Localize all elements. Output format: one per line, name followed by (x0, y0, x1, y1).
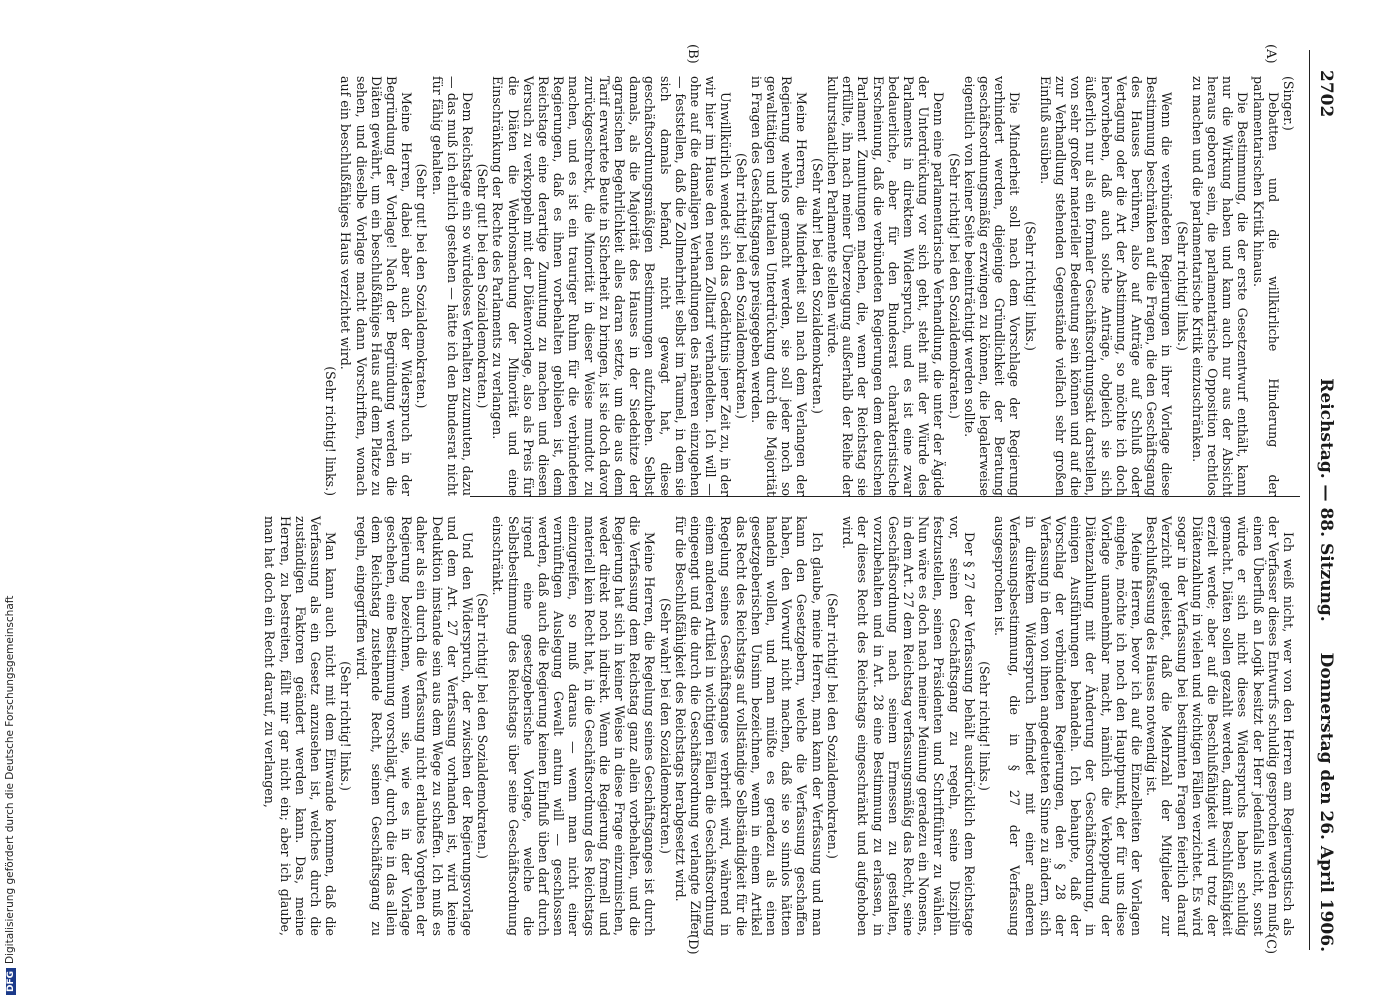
footer-text: Digitalisierung gefördert durch die Deutsche Forschungsgemeinschaft (4, 595, 16, 964)
page-number: 2702 (1316, 70, 1336, 118)
header-title: Reichstag. — 88. Sitzung. (1316, 378, 1336, 622)
paragraph: Dem Reichstage ein so würdeloses Verhalten zuzumuten, dazu — das muß ich ehrlich gestehen — hätte ich den Bundesrat nicht für fähig gehalten. (429, 76, 476, 496)
margin-mark-b: (B) (685, 44, 700, 64)
interjection: (Sehr richtig! bei den Sozialdemokraten.) (824, 593, 840, 859)
paragraph: Ich glaube, meine Herren, man kann der Verfassung und man kann den Gesetzgebern, welche die Verfassung geschaffen haben, den Vorwurf nicht machen, daß sie so sinnlos hätten handeln wollen, und man müßte es geradezu als einen gesetzgeberischen Unsinn bezeichnen, wenn in einem Artikel das Recht des Reichstags auf vollständige Selbständigkeit für die Regelung seines Geschäftsganges verbrieft wird, während in einem anderen Artikel in wichtigen Fällen die Geschäftsordnung eingeengt und die durch die Geschäftsordnung verlangte Ziffer für die Beschlußfähigkeit des Reichstags herabgesetzt wird. (672, 516, 825, 936)
header-date: Donnerstag den 26. April 1906. (1316, 652, 1336, 952)
paragraph: Wenn die verbündeten Regierungen in ihrer Vorlage diese Bestimmung beschränken auf die Fragen, die den Geschäftsgang des Hauses berühren, also auf Anträge auf Schluß oder Vertagung oder die Art der Abstimmung, so möchte ich doch hervorheben, daß auch solche Anträge, obgleich sie sich äußerlich nur als ein formaler Geschäftsordnungsakt darstellen, von sehr großer materieller Bedeutung sein können und auf die zur Verhandlung stehenden Gegenstände vielfach sehr großen Einfluß ausüben. (1037, 76, 1175, 496)
interjection: (Sehr richtig! links.) (338, 661, 354, 791)
interjection: (Sehr richtig! bei den Sozialdemokraten.) (946, 153, 962, 419)
interjection: (Sehr richtig! bei den Sozialdemokraten.) (475, 593, 491, 859)
interjection: (Sehr gut! bei den Sozialdemokraten.) (475, 163, 491, 409)
digitization-footer (2, 595, 22, 1000)
header-rule (1309, 50, 1310, 950)
interjection: (Sehr wahr! bei den Sozialdemokraten.) (809, 158, 825, 414)
paragraph: (Singer.) (1281, 76, 1296, 131)
paragraph: Die Minderheit soll nach dem Vorschlage der Regierung verhindert werden, diejenige Gründlichkeit der Beratung geschäftsordnungsmäßig erzwingen zu können, die legalerweise eigentlich von keiner Seite beeinträchtigt werden sollte. (961, 76, 1023, 496)
paragraph: Man kann auch nicht mit dem Einwande kommen, daß die Verfassung als ein Gesetz anzusehen ist, welches durch die zuständigen Faktoren geändert werden kann. Das, meine Herren, zu bestreiten, fällt mir gar nicht ein; aber ich glaube, man hat doch ein Recht darauf, zu verlangen, (262, 516, 339, 936)
interjection: (Sehr richtig! bei den Sozialdemokraten.) (733, 153, 749, 419)
paragraph: Die Bestimmung, die der erste Gesetzentwurf enthält, kann nur die Wirkung haben und kann auch nur aus der Absicht heraus geboren sein, die parlamentarische Opposition rechtlos zu machen und die parlamentarische Kritik einzuschränken. (1189, 76, 1251, 496)
paragraph: Meine Herren, die Minderheit soll nach dem Verlangen der Regierung wehrlos gemacht werden, sie soll jeder noch so gewalttätigen und brutalen Unterdrückung durch die Majorität in Fragen des Geschäftsganges preisgegeben werden. (748, 76, 810, 496)
column-divider (470, 496, 1300, 497)
paragraph: Und den Widerspruch, der zwischen der Regierungsvorlage und dem Art. 27 der Verfassung vorhanden ist, wird keine Deduktion imstande sein aus dem Wege zu schaffen. Ich muß es daher als ein durch die Verfassung nicht erlaubtes Vorgehen der Regierung bezeichnen, wenn sie, wie es in der Vorlage geschehen, eine Bestimmung vorschlägt, durch die in das allein dem Reichstag zustehende Recht, seinen Geschäftsgang zu regeln, eingegriffen wird. (353, 516, 476, 936)
interjection: (Sehr richtig! links.) (1174, 221, 1190, 351)
margin-mark-d: (D) (685, 934, 700, 955)
interjection: (Sehr wahr! bei den Sozialdemokraten.) (657, 598, 673, 854)
margin-mark-c: (C) (1263, 934, 1278, 955)
paragraph: Der § 27 der Verfassung behält ausdrücklich dem Reichstage vor, seinen Geschäftsgang zu regeln, seine Disziplin festzustellen, seinen Präsidenten und Schriftführer zu wählen. Nun wäre es doch nach meiner Meinung geradezu ein Nonsens, in dem Art. 27 dem Reichstag verfassungsmäßig das Recht, seine Geschäftsordnung nach seinem Ermessen zu gestalten, vorzubehalten und in Art. 28 eine Bestimmung zu erlassen, in der dieses Recht des Reichstags eingeschränkt und aufgehoben wird. (840, 516, 977, 936)
margin-mark-a: (A) (1263, 44, 1278, 64)
left-column (323, 76, 1296, 496)
interjection: (Sehr richtig! links.) (323, 366, 339, 496)
paragraph: Denn eine parlamentarische Verhandlung, die unter der Ägide der Unterdrückung vor sich geht, steht mit der Würde des Parlaments in direktem Widerspruch, und es ist eine zwar bedauerliche, aber für den Bundesrat charakteristische Erscheinung, daß die verbündeten Regierungen dem deutschen Parlament Zumutungen machen, die, wenn der Reichstag sie erfüllte, ihn nach meiner Überzeugung außerhalb der Reihe der kulturstaatlichen Parlamente stellen würde. (824, 76, 947, 496)
right-column (262, 516, 1296, 936)
footer-line (4, 595, 22, 995)
interjection: (Sehr richtig! links.) (976, 661, 992, 791)
paragraph: Meine Herren, dabei aber auch der Widerspruch in der Begründung der Vorlage! Nach der Begründung werden die Diäten gewährt, um ein beschlußfähiges Haus auf dem Platze zu sehen, und dieselbe Vorlage macht dann Vorschriften, wonach auf ein beschlußfähiges Haus verzichtet wird. (338, 76, 415, 496)
interjection: (Sehr richtig! links.) (1022, 221, 1038, 351)
page-header (1310, 40, 1340, 960)
paragraph: Debatten und die willkürliche Hinderung der parlamentarischen Kritik hinaus. (1250, 76, 1281, 496)
paragraph: Meine Herren, bevor ich auf die Einzelheiten der Vorlagen eingehe, möchte ich noch den Hauptpunkt, der für uns diese Vorlage unannehmbar macht, nämlich die Verkoppelung der Diätenzahlung mit der Änderung der Geschäftsordnung, in einigen Ausführungen behandeln. Ich behaupte, daß der Vorschlag der verbündeten Regierungen, den § 28 der Verfassung in dem von ihnen angedeuteten Sinne zu ändern, sich in direktem Widerspruch befindet mit einer anderen Verfassungsbestimmung, die in § 27 der Verfassung ausgesprochen ist. (992, 516, 1144, 936)
paragraph: Ich weiß nicht, wer von den Herren am Regierungstisch als der Verfasser dieses Entwurfs schuldig gesprochen werden muß: einen Überfluß an Logik besitzt der Herr jedenfalls nicht, sonst würde er sich nicht dieses Widerspruchs haben schuldig gemacht. Diäten sollen gezahlt werden, damit Beschlußfähigkeit erzielt werde; aber auf die Beschlußfähigkeit wird trotz der Diätenzahlung in vielen und wichtigen Fällen verzichtet. Es wird sogar in der Verfassung bei bestimmten Fragen feierlich darauf Verzicht geleistet, daß die Mehrzahl der Mitglieder zur Beschlußfassung des Hauses notwendig ist. (1144, 516, 1296, 936)
rotated-page-content (80, 40, 1340, 960)
paragraph: Meine Herren, die Regelung seines Geschäftsganges ist durch die Verfassung dem Reichstag ganz allein vorbehalten, und die Regierung hat sich in keiner Weise in diese Frage einzumischen, weder direkt noch indirekt. Wenn die Regierung formell und materiell kein Recht hat, in die Geschäftsordnung des Reichstags einzugreifen, so muß daraus — wenn man nicht einer vernünftigen Auslegung Gewalt antun will — geschlossen werden, daß auch die Regierung keinen Einfluß üben darf durch irgend eine gesetzgeberische Vorlage, welche die Selbstbestimmung des Reichstags über seine Geschäftsordnung einschränkt. (490, 516, 658, 936)
paragraph: Unwillkürlich wendet sich das Gedächtnis jener Zeit zu, in der wir hier im Hause den neuen Zolltarif verhandelten. Ich will — ohne auf die damaligen Verhandlungen des näheren einzugehen — feststellen, daß die Zollmehrheit selbst im Taumel, in dem sie sich damals befand, nicht gewagt hat, diese geschäftsordnungsmäßigen Bestimmungen aufzuheben. Selbst damals, als die Majorität des Hauses in der Siedehitze der agrarischen Begehrlichkeit alles daran setzte, um die aus dem Tarif erwartete Beute in Sicherheit zu bringen, ist sie doch davor zurückgeschreckt, die Minorität in dieser Weise mundtot zu machen, und es ist ein trauriger Ruhm für die verbündeten Regierungen, daß es ihnen vorbehalten geblieben ist, dem Reichstage eine derartige Zumutung zu machen und diesen Versuch zu verkoppeln mit der Diätenvorlage, also als Preis für die Diäten die Wehrlosmachung der Minorität und eine Einschränkung der Rechte des Parlaments zu verlangen. (490, 76, 734, 496)
interjection: (Sehr gut! bei den Sozialdemokraten.) (414, 163, 430, 409)
dfg-logo: DFG (6, 968, 16, 995)
